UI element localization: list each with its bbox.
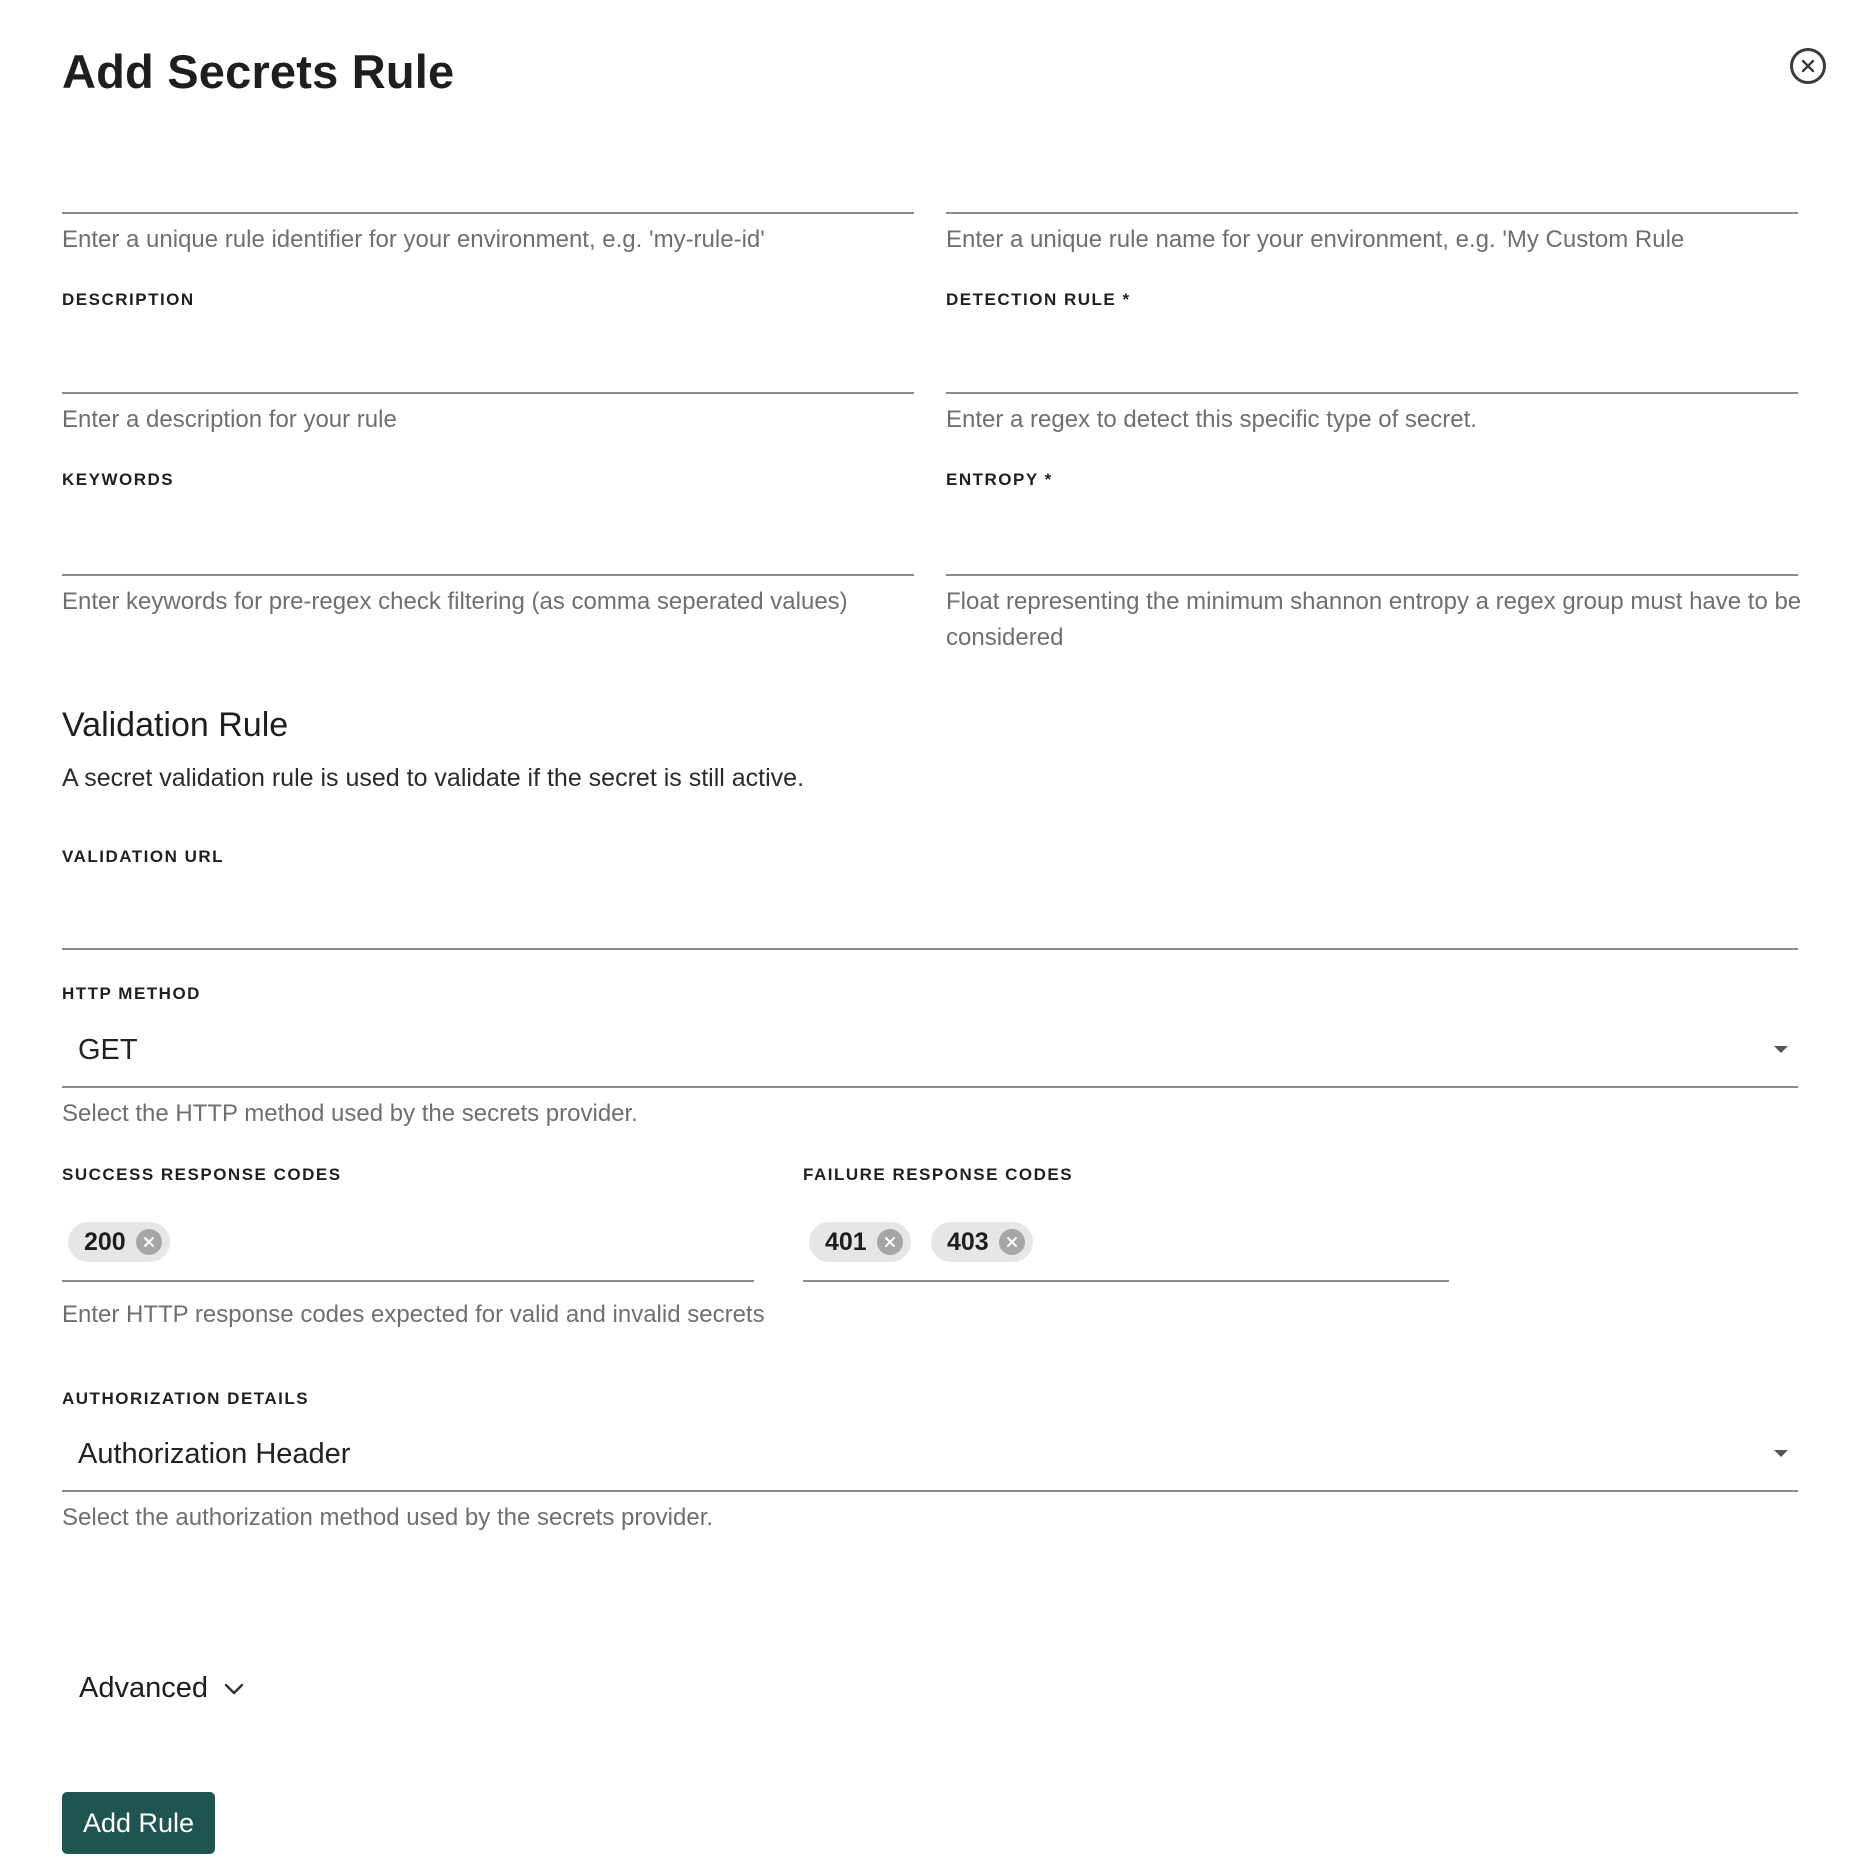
rule-id-helper: Enter a unique rule identifier for your environment, e.g. 'my-rule-id' bbox=[62, 226, 765, 253]
authorization-value: Authorization Header bbox=[78, 1438, 351, 1470]
chevron-down-icon bbox=[224, 1683, 244, 1695]
success-codes-input[interactable] bbox=[62, 1218, 754, 1280]
add-rule-button[interactable]: Add Rule bbox=[62, 1792, 215, 1854]
chip-200 bbox=[68, 1222, 170, 1262]
validation-url-input[interactable] bbox=[62, 906, 1802, 950]
modal-title: Add Secrets Rule bbox=[62, 45, 455, 98]
entropy-label: ENTROPY * bbox=[946, 470, 1053, 489]
x-mark-icon bbox=[1006, 1236, 1018, 1248]
x-mark-icon bbox=[884, 1236, 896, 1248]
success-codes-underline bbox=[62, 1280, 754, 1282]
response-codes-helper: Enter HTTP response codes expected for valid and invalid secrets bbox=[62, 1301, 765, 1328]
validation-rule-description: A secret validation rule is used to validate if the secret is still active. bbox=[62, 764, 805, 792]
description-helper: Enter a description for your rule bbox=[62, 406, 397, 433]
advanced-toggle[interactable] bbox=[79, 1672, 244, 1705]
keywords-input[interactable] bbox=[62, 532, 918, 576]
chip-label: 401 bbox=[825, 1227, 867, 1256]
http-method-value: GET bbox=[78, 1034, 138, 1066]
authorization-underline bbox=[62, 1490, 1798, 1492]
remove-chip-icon[interactable] bbox=[999, 1229, 1025, 1255]
close-icon[interactable] bbox=[1790, 48, 1826, 84]
validation-rule-heading: Validation Rule bbox=[62, 706, 289, 744]
description-underline bbox=[62, 392, 914, 394]
validation-url-underline bbox=[62, 948, 1798, 950]
entropy-helper: Float representing the minimum shannon entropy a regex group must have to be considered bbox=[946, 588, 1802, 651]
chip-403 bbox=[931, 1222, 1033, 1262]
rule-name-helper: Enter a unique rule name for your environment, e.g. 'My Custom Rule bbox=[946, 226, 1685, 253]
authorization-select[interactable] bbox=[62, 1434, 1798, 1490]
caret-down-icon bbox=[1774, 1450, 1788, 1457]
failure-codes-underline bbox=[803, 1280, 1449, 1282]
detection-rule-underline bbox=[946, 392, 1798, 394]
validation-url-label: VALIDATION URL bbox=[62, 847, 225, 866]
description-label: DESCRIPTION bbox=[62, 290, 195, 309]
chip-401 bbox=[809, 1222, 911, 1262]
entropy-input[interactable] bbox=[946, 532, 1802, 576]
remove-chip-icon[interactable] bbox=[877, 1229, 903, 1255]
detection-rule-label: DETECTION RULE * bbox=[946, 290, 1131, 309]
keywords-underline bbox=[62, 574, 914, 576]
chip-label: 403 bbox=[947, 1227, 989, 1256]
http-method-helper: Select the HTTP method used by the secrets provider. bbox=[62, 1100, 638, 1127]
chip-label: 200 bbox=[84, 1227, 126, 1256]
authorization-label: AUTHORIZATION DETAILS bbox=[62, 1389, 310, 1408]
description-input[interactable] bbox=[62, 350, 918, 394]
http-method-select[interactable] bbox=[62, 1030, 1798, 1086]
detection-rule-input[interactable] bbox=[946, 350, 1802, 394]
rule-name-underline bbox=[946, 212, 1798, 214]
rule-id-input[interactable] bbox=[62, 170, 918, 214]
failure-codes-input[interactable] bbox=[803, 1218, 1449, 1280]
entropy-underline bbox=[946, 574, 1798, 576]
advanced-label: Advanced bbox=[79, 1672, 208, 1704]
failure-codes-label: FAILURE RESPONSE CODES bbox=[803, 1165, 1074, 1184]
x-mark-icon bbox=[143, 1236, 155, 1248]
keywords-label: KEYWORDS bbox=[62, 470, 175, 489]
authorization-helper: Select the authorization method used by the secrets provider. bbox=[62, 1504, 714, 1531]
http-method-underline bbox=[62, 1086, 1798, 1088]
success-codes-label: SUCCESS RESPONSE CODES bbox=[62, 1165, 342, 1184]
rule-id-underline bbox=[62, 212, 914, 214]
http-method-label: HTTP METHOD bbox=[62, 984, 201, 1003]
rule-name-input[interactable] bbox=[946, 170, 1802, 214]
keywords-helper: Enter keywords for pre-regex check filtering (as comma seperated values) bbox=[62, 588, 848, 615]
remove-chip-icon[interactable] bbox=[136, 1229, 162, 1255]
caret-down-icon bbox=[1774, 1046, 1788, 1053]
x-mark-icon bbox=[1800, 58, 1816, 74]
detection-rule-helper: Enter a regex to detect this specific type of secret. bbox=[946, 406, 1477, 433]
